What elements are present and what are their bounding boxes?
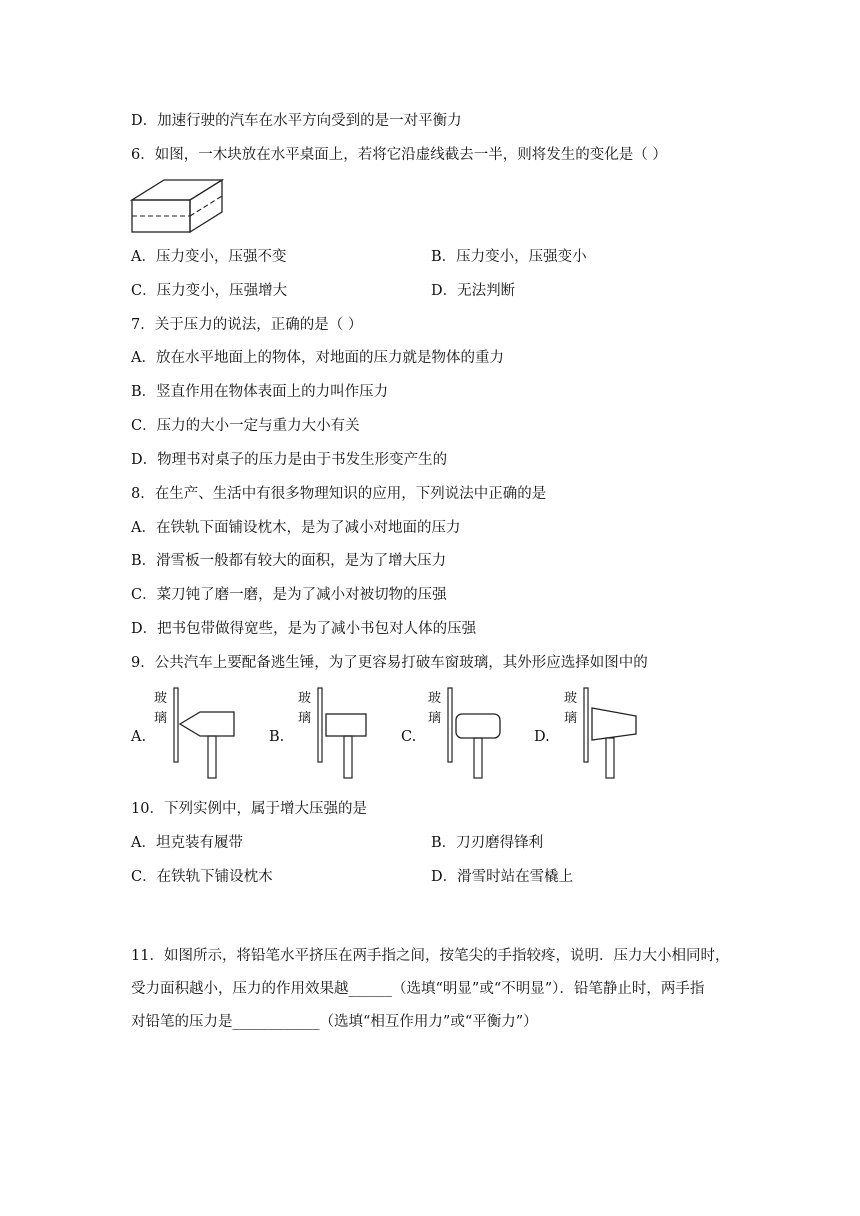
- q8-option-d: D．把书包带做得宽些，是为了减小书包对人体的压强: [131, 621, 477, 637]
- svg-text:璃: 璃: [564, 711, 578, 726]
- svg-text:璃: 璃: [298, 711, 312, 726]
- q9-label-a: A.: [131, 729, 147, 745]
- glass-label-2: 璃: [154, 711, 168, 726]
- q6-option-a: A．压力变小，压强不变: [131, 249, 287, 265]
- svg-text:玻: 玻: [428, 691, 442, 706]
- q11-line-2: 受力面积越小，压力的作用效果越______（选填“明显”或“不明显”）．铅笔静止时，两手指: [131, 981, 705, 997]
- q7-option-a: A．放在水平地面上的物体，对地面的压力就是物体的重力: [131, 350, 504, 366]
- hammer-a-figure: [148, 686, 240, 782]
- q10-option-d: D．滑雪时站在雪橇上: [431, 869, 574, 885]
- q6-stem: 6．如图，一木块放在水平桌面上，若将它沿虚线截去一半，则将发生的变化是（ ）: [131, 147, 667, 163]
- q7-option-d: D．物理书对桌子的压力是由于书发生形变产生的: [131, 452, 448, 468]
- q10-option-b: B．刀刃磨得锋利: [431, 835, 544, 851]
- glass-label-1: 玻: [154, 691, 168, 706]
- q9-label-d: D.: [534, 729, 550, 745]
- q9-label-c: C.: [401, 729, 417, 745]
- q10-option-c: C．在铁轨下铺设枕木: [131, 869, 273, 885]
- q8-option-c: C．菜刀钝了磨一磨，是为了减小对被切物的压强: [131, 587, 447, 603]
- hammer-d-figure: [562, 686, 648, 782]
- q10-option-a: A．坦克装有履带: [131, 835, 243, 851]
- q7-stem: 7．关于压力的说法，正确的是（ ）: [131, 317, 363, 333]
- q8-option-a: A．在铁轨下面铺设枕木，是为了减小对地面的压力: [131, 520, 461, 536]
- q7-option-c: C．压力的大小一定与重力大小有关: [131, 418, 360, 434]
- svg-text:璃: 璃: [428, 711, 442, 726]
- svg-text:玻: 玻: [564, 691, 578, 706]
- q10-stem: 10．下列实例中，属于增大压强的是: [131, 801, 367, 817]
- q8-stem: 8．在生产、生活中有很多物理知识的应用，下列说法中正确的是: [131, 486, 547, 502]
- q7-option-b: B．竖直作用在物体表面上的力叫作压力: [131, 384, 389, 400]
- q6-option-b: B．压力变小，压强变小: [431, 249, 587, 265]
- q5-option-d: D．加速行驶的汽车在水平方向受到的是一对平衡力: [131, 113, 462, 129]
- q9-stem: 9．公共汽车上要配备逃生锤，为了更容易打破车窗玻璃，其外形应选择如图中的: [131, 655, 648, 671]
- wood-block-figure: [128, 176, 228, 238]
- hammer-b-figure: [296, 686, 376, 782]
- hammer-c-figure: [426, 686, 506, 782]
- q11-line-1: 11．如图所示，将铅笔水平挤压在两手指之间，按笔尖的手指较疼，说明．压力大小相同时，: [131, 948, 730, 964]
- q8-option-b: B．滑雪板一般都有较大的面积，是为了增大压力: [131, 553, 447, 569]
- q9-label-b: B.: [269, 729, 285, 745]
- q6-option-c: C．压力变小，压强增大: [131, 283, 288, 299]
- svg-text:玻: 玻: [298, 691, 312, 706]
- q11-line-3: 对铅笔的压力是____________（选填“相互作用力”或“平衡力”）: [131, 1014, 538, 1030]
- q6-option-d: D．无法判断: [431, 283, 516, 299]
